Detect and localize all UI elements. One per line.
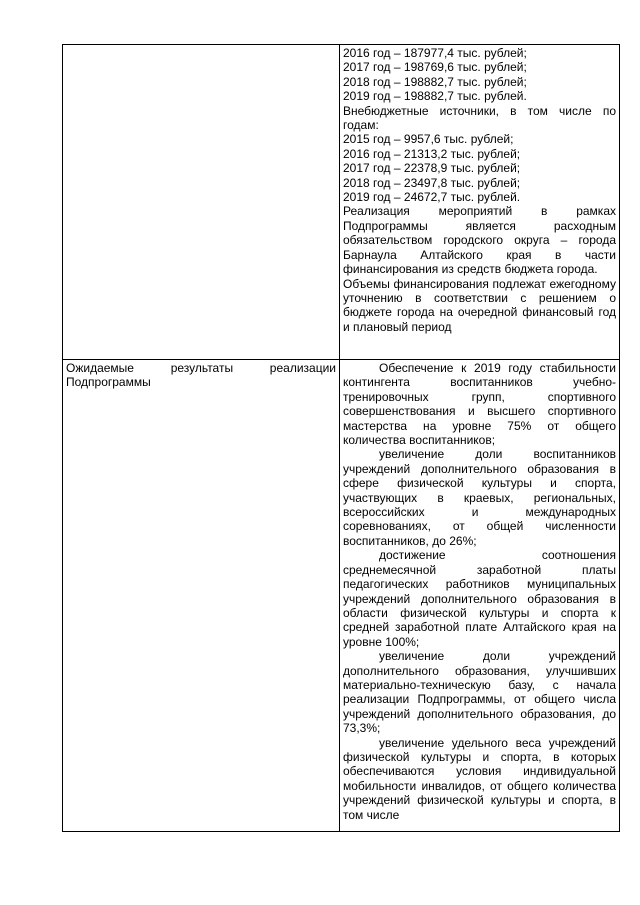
result-paragraph: увеличение доли учреждений дополнительного образования, улучшивших материально-техническую базу, с начала реализации Подпрограммы, от общего числа учреждений дополнительного образования, до 73,3%; [343,649,616,736]
result-paragraph: увеличение доли воспитанников учреждений дополнительного образования в сфере физической культуры и спорта, участвующих в краевых, региональных, всероссийских и международных соревнованиях, от общей численности воспитанников, до 26%; [343,447,616,548]
table-row [63,45,620,360]
extrabudget-year-line: 2015 год – 9957,6 тыс. рублей; [343,132,514,147]
expected-results-content [343,361,616,831]
result-paragraph: Обеспечение к 2019 году стабильности контингента воспитанников учебно-тренировочных групп, спортивного совершенствования и высшего спортивного мастерства на уровне 75% от общего количества воспитанников; [343,361,616,448]
row-label-cell [63,45,340,360]
result-paragraph: достижение соотношения среднемесячной заработной платы педагогических работников муниципальных учреждений дополнительного образования в области физической культуры и спорта к средней заработной плате Алтайского края на уровне 100%; [343,548,616,649]
extrabudget-year-line: 2018 год – 23497,8 тыс. рублей; [343,175,521,190]
expected-results-cell [340,360,620,832]
extrabudget-heading: Внебюджетные источники, в том числе по годам: [343,103,616,133]
result-paragraph: увеличение удельного веса учреждений физической культуры и спорта, в которых обеспечиваются условия индивидуальной мобильности инвалидов, от общего количества учреждений физической культуры и спорта, в том числе [343,735,616,822]
financing-cell [340,45,620,360]
extrabudget-year-line: 2019 год – 24672,7 тыс. рублей. [343,190,521,205]
table-row [63,360,620,832]
budget-year-line: 2018 год – 198882,7 тыс. рублей; [343,74,527,89]
extrabudget-year-line: 2017 год – 22378,9 тыс. рублей; [343,161,521,176]
program-passport-table [62,44,620,832]
budget-year-line: 2017 год – 198769,6 тыс. рублей; [343,60,527,75]
row-label-cell [63,360,340,832]
budget-year-line: 2019 год – 198882,7 тыс. рублей. [343,89,527,104]
expected-results-label: Ожидаемые результаты реализации Подпрограммы [66,361,336,390]
budget-year-line: 2016 год – 187977,4 тыс. рублей; [343,46,527,60]
extrabudget-year-line: 2016 год – 21313,2 тыс. рублей; [343,146,521,161]
volumes-text: Объемы финансирования подлежат ежегодному уточнению в соответствии с решением о бюджете города на очередной финансовый год и плановый период [343,276,616,334]
realization-text: Реализация мероприятий в рамках Подпрограммы является расходным обязательством городского округа – города Барнаула Алтайского края в части финансирования из средств бюджета города. [343,204,616,277]
